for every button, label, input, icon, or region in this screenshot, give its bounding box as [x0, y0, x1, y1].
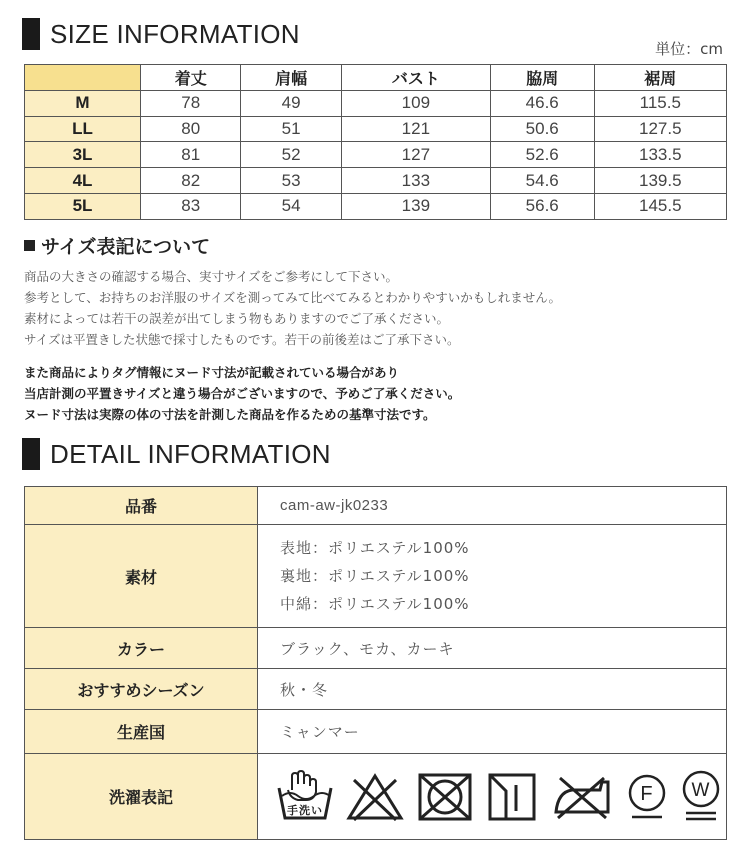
material-line: 表地：ポリエステル100%	[280, 539, 470, 557]
table-cell: 83	[141, 193, 241, 219]
about-size-heading	[24, 232, 210, 259]
table-cell: 49	[241, 90, 341, 116]
detail-table	[24, 486, 727, 840]
professional-dry-clean-icon	[626, 771, 668, 823]
note-line: 素材によっては若干の誤差が出てしまう物もありますのでご了承ください。	[24, 311, 450, 326]
size-table	[24, 64, 727, 220]
detail-label: 洗濯表記	[25, 754, 258, 840]
size-section-header	[22, 18, 300, 50]
detail-row-code	[25, 487, 727, 525]
material-line: 中綿：ポリエステル100%	[280, 595, 470, 613]
column-header: バスト	[341, 65, 490, 91]
detail-row-origin	[25, 710, 727, 754]
line-dry-shade-icon	[486, 771, 538, 823]
table-cell: 52.6	[490, 142, 594, 168]
detail-label: 品番	[25, 487, 258, 525]
size-label: 4L	[25, 168, 141, 194]
column-header: 肩幅	[241, 65, 341, 91]
section-marker	[22, 438, 40, 470]
bold-note-line: ヌード寸法は実際の体の寸法を計測した商品を作るための基準寸法です。	[24, 407, 436, 422]
size-table-header-row	[25, 65, 727, 91]
table-row	[25, 168, 727, 194]
no-bleach-icon	[346, 772, 404, 822]
note-line: 参考として、お持ちのお洋服のサイズを測ってみて比べてみるとわかりやすいかもしれません。	[24, 290, 562, 305]
table-cell: 54.6	[490, 168, 594, 194]
table-cell: 115.5	[594, 90, 726, 116]
iron-no-steam-icon	[550, 772, 614, 822]
professional-wet-clean-icon	[680, 769, 722, 825]
table-cell: 50.6	[490, 116, 594, 142]
size-label: 3L	[25, 142, 141, 168]
detail-row-care	[25, 754, 727, 840]
table-cell: 127	[341, 142, 490, 168]
dry-clean-letter: F	[640, 782, 654, 805]
detail-section-title: DETAIL INFORMATION	[50, 438, 331, 469]
table-cell: 78	[141, 90, 241, 116]
about-size-bold-notes	[24, 362, 460, 425]
table-cell: 53	[241, 168, 341, 194]
table-cell: 54	[241, 193, 341, 219]
size-section-title: SIZE INFORMATION	[50, 18, 300, 49]
table-row	[25, 142, 727, 168]
table-cell: 121	[341, 116, 490, 142]
table-cell: 127.5	[594, 116, 726, 142]
size-label: M	[25, 90, 141, 116]
table-cell: 51	[241, 116, 341, 142]
size-label: 5L	[25, 193, 141, 219]
table-cell: 82	[141, 168, 241, 194]
table-row	[25, 116, 727, 142]
table-cell: 46.6	[490, 90, 594, 116]
table-cell: 81	[141, 142, 241, 168]
product-code: cam-aw-jk0233	[258, 487, 727, 525]
table-cell: 80	[141, 116, 241, 142]
table-row	[25, 90, 727, 116]
table-row	[25, 193, 727, 219]
size-table-corner	[25, 65, 141, 91]
column-header: 裾周	[594, 65, 726, 91]
table-cell: 145.5	[594, 193, 726, 219]
size-label: LL	[25, 116, 141, 142]
unit-label: 単位：cm	[655, 40, 723, 58]
hand-wash-text: 手洗い	[287, 803, 323, 817]
note-line: 商品の大きさの確認する場合、実寸サイズをご参考にして下さい。	[24, 269, 399, 284]
note-line: サイズは平置きした状態で採寸したものです。若干の前後差はご了承下さい。	[24, 332, 460, 347]
table-cell: 133.5	[594, 142, 726, 168]
table-cell: 109	[341, 90, 490, 116]
column-header: 脇周	[490, 65, 594, 91]
detail-label: 生産国	[25, 710, 258, 754]
table-cell: 139.5	[594, 168, 726, 194]
material-value	[258, 525, 727, 628]
square-bullet-icon	[24, 240, 35, 251]
detail-row-season	[25, 669, 727, 710]
bold-note-line: また商品によりタグ情報にヌード寸法が記載されている場合があり	[24, 365, 400, 380]
table-cell: 52	[241, 142, 341, 168]
about-size-notes	[24, 266, 561, 350]
detail-label: カラー	[25, 628, 258, 669]
color-value: ブラック、モカ、カーキ	[258, 628, 727, 669]
origin-value: ミャンマー	[258, 710, 727, 754]
detail-label: おすすめシーズン	[25, 669, 258, 710]
section-marker	[22, 18, 40, 50]
detail-label: 素材	[25, 525, 258, 628]
table-cell: 133	[341, 168, 490, 194]
detail-row-material	[25, 525, 727, 628]
about-size-title: サイズ表記について	[41, 236, 211, 258]
hand-wash-icon	[276, 770, 334, 824]
care-symbols	[258, 754, 727, 840]
material-line: 裏地：ポリエステル100%	[280, 567, 470, 585]
table-cell: 56.6	[490, 193, 594, 219]
detail-section-header	[22, 438, 331, 470]
season-value: 秋・冬	[258, 669, 727, 710]
table-cell: 139	[341, 193, 490, 219]
detail-row-color	[25, 628, 727, 669]
column-header: 着丈	[141, 65, 241, 91]
wet-clean-letter: W	[691, 779, 711, 801]
bold-note-line: 当店計測の平置きサイズと違う場合がございますので、予めご了承ください。	[24, 386, 461, 401]
no-tumble-dry-icon	[416, 771, 474, 823]
